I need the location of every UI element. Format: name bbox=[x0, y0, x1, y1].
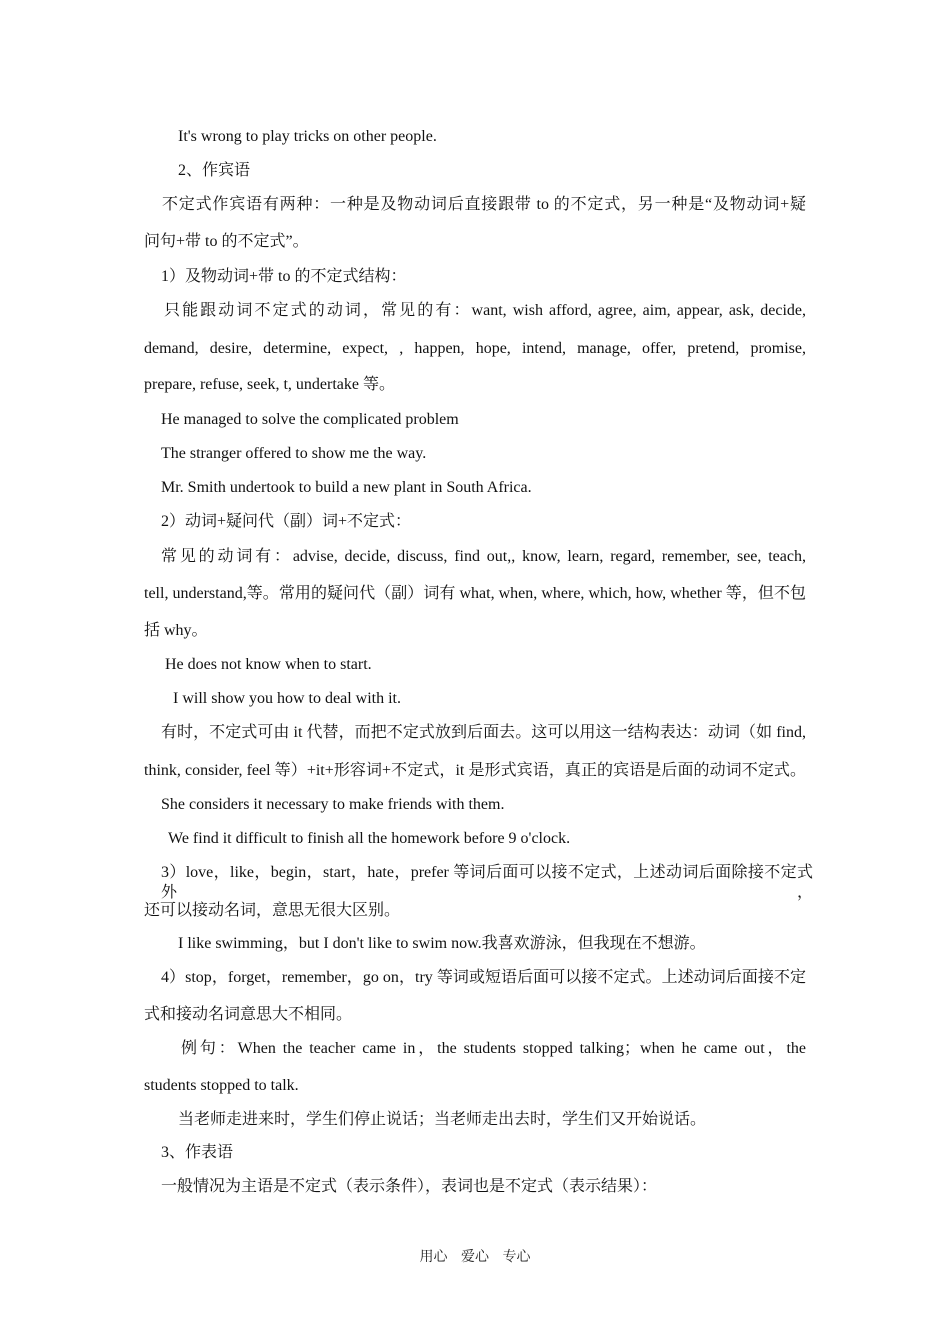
paragraph-line: 3）love，like，begin，start，hate，prefer 等词后面可以接不定式，上述动词后面除接不定式外， bbox=[161, 864, 813, 901]
paragraph-line: 还可以接动名词，意思无很大区别。 bbox=[144, 902, 401, 919]
paragraph-line: tell, understand,等。常用的疑问代（副）词有 what, when, where, which, how, whether 等，但不包 bbox=[144, 585, 806, 602]
example-sentence: Mr. Smith undertook to build a new plant in South Africa. bbox=[161, 479, 532, 496]
example-sentence: We find it difficult to finish all the homework before 9 o'clock. bbox=[168, 830, 571, 847]
subsection-heading: 2）动词+疑问代（副）词+不定式： bbox=[161, 513, 412, 530]
paragraph-line: 常见的动词有：advise, decide, discuss, find out,, know, learn, regard, remember, see, teach, bbox=[161, 548, 806, 565]
paragraph-line: 括 why。 bbox=[144, 622, 208, 639]
paragraph-line: think, consider, feel 等）+it+形容词+不定式，it 是形式宾语，真正的宾语是后面的动词不定式。 bbox=[144, 762, 806, 779]
example-sentence: The stranger offered to show me the way. bbox=[161, 445, 427, 462]
example-sentence: She considers it necessary to make friends with them. bbox=[161, 796, 505, 813]
paragraph-line: 一般情况为主语是不定式（表示条件），表词也是不定式（表示结果）： bbox=[161, 1178, 658, 1195]
example-sentence: He managed to solve the complicated problem bbox=[161, 411, 459, 428]
example-sentence: students stopped to talk. bbox=[144, 1077, 299, 1094]
paragraph-line: 问句+带 to 的不定式”。 bbox=[144, 233, 309, 250]
paragraph-line: 只能跟动词不定式的动词，常见的有：want, wish afford, agree, aim, appear, ask, decide, bbox=[164, 302, 806, 319]
section-heading: 2、作宾语 bbox=[178, 162, 251, 179]
paragraph-line: 式和接动名词意思大不相同。 bbox=[144, 1006, 353, 1023]
example-sentence: He does not know when to start. bbox=[165, 656, 372, 673]
section-heading: 3、作表语 bbox=[161, 1144, 234, 1161]
paragraph-line: prepare, refuse, seek, t, undertake 等。 bbox=[144, 376, 396, 393]
paragraph-line: 不定式作宾语有两种：一种是及物动词后直接跟带 to 的不定式，另一种是“及物动词+疑 bbox=[162, 196, 806, 213]
paragraph-line: 有时，不定式可由 it 代替，而把不定式放到后面去。这可以用这一结构表达：动词（如 find, bbox=[161, 724, 806, 741]
example-translation: 当老师走进来时，学生们停止说话；当老师走出去时，学生们又开始说话。 bbox=[178, 1111, 707, 1128]
subsection-heading: 1）及物动词+带 to 的不定式结构： bbox=[161, 268, 407, 285]
example-sentence: It's wrong to play tricks on other people. bbox=[178, 128, 437, 145]
page-footer: 用心 爱心 专心 bbox=[419, 1250, 531, 1265]
example-sentence: I will show you how to deal with it. bbox=[173, 690, 401, 707]
example-sentence: I like swimming，but I don't like to swim now.我喜欢游泳，但我现在不想游。 bbox=[178, 935, 706, 952]
example-sentence: 例句：When the teacher came in，the students stopped talking；when he came out，the bbox=[181, 1040, 806, 1057]
paragraph-line: 4）stop，forget，remember，go on，try 等词或短语后面可以接不定式。上述动词后面接不定 bbox=[161, 969, 806, 986]
paragraph-line: demand, desire, determine, expect, , happen, hope, intend, manage, offer, pretend, promise, bbox=[144, 340, 806, 357]
